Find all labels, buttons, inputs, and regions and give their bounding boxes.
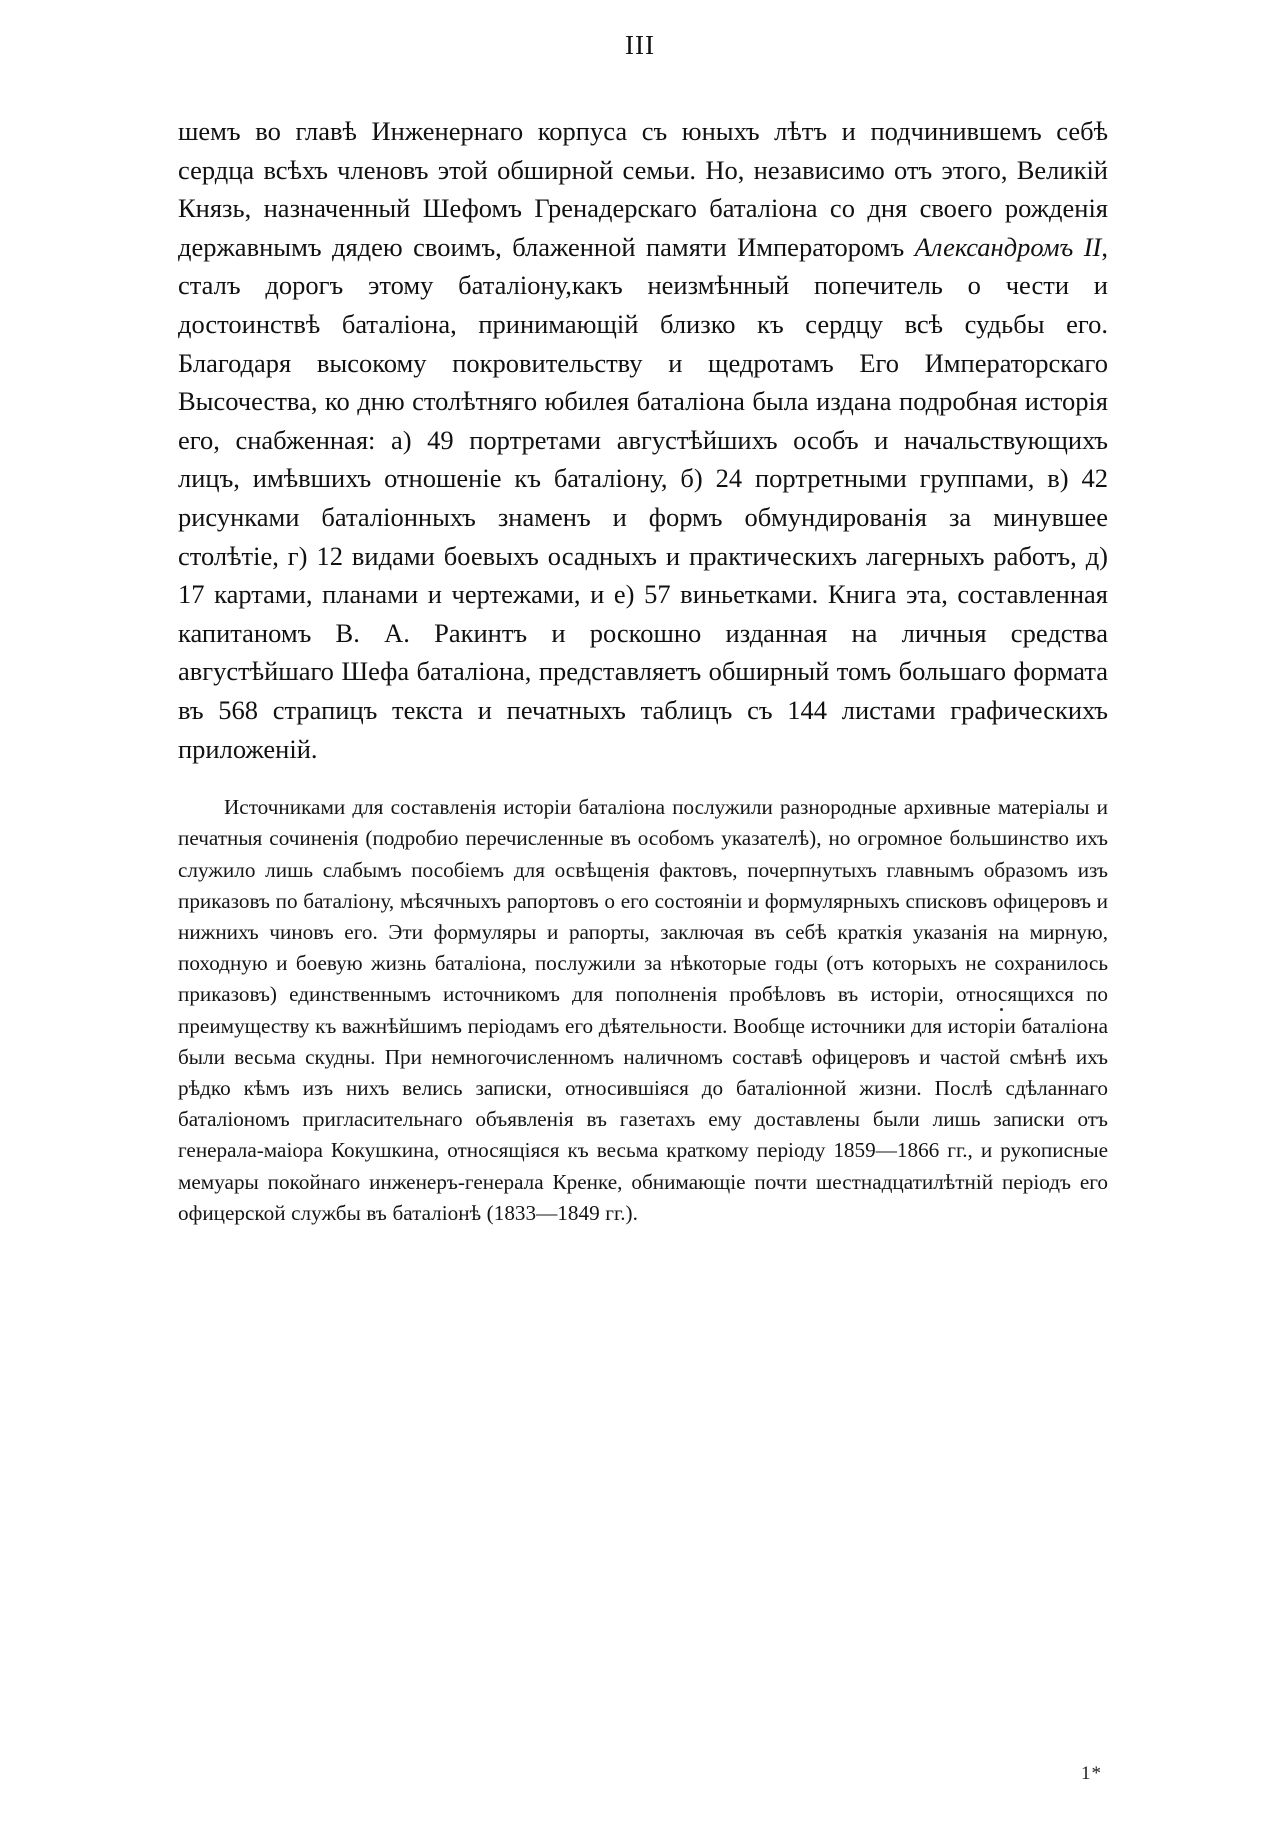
text-run: , сталъ дорогъ этому баталiону,какъ неизмѣнный попечитель о чести и достоинствѣ баталiона, принимающiй близко къ сердцу всѣ судьбы его. Благодаря высокому покровительству и щедротамъ Его Императорскаго Высочества, ко дню столѣтняго юбилея баталiона была издана подробная исторiя его, снабженная: а) 49 портретами августѣйшихъ особъ и начальствующихъ лицъ, имѣвшихъ отношенiе къ баталiону, б) 24 портретными группами, в) 42 рисунками баталiонныхъ знаменъ и формъ обмундированiя за минувшее столѣтiе, г) 12 видами боевыхъ осадныхъ и практическихъ лагерныхъ работъ, д) 17 картами, планами и чертежами, и е) 57 виньетками. Книга эта, составленная капитаномъ В. А. Ракинтъ и роскошно изданная на личныя средства августѣйшаго Шефа баталiона, представляетъ обширный томъ большаго формата въ 568 страпицъ текста и печатныхъ таблицъ съ 144 листами графическихъ приложенiй. <box>178 231 1108 764</box>
text-run: Источниками для составленiя исторiи баталiона послужили разнородные архивные матерiалы и печатныя сочиненiя (подробио перечисленные въ особомъ указателѣ), но огромное большинство ихъ служило лишь слабымъ пособiемъ для освѣщенiя фактовъ, почерпнутыхъ главнымъ образомъ изъ приказовъ по баталiону, мѣсячныхъ рапортовъ о его состоянiи и формулярныхъ списковъ офицеровъ и нижнихъ чиновъ его. Эти формуляры и рапорты, заключая въ себѣ краткiя указанiя на мирную, походную и боевую жизнь баталiона, послужили за нѣкоторые годы (отъ которыхъ не сохранилось приказовъ) единственнымъ источникомъ для пополненiя пробѣловъ въ исторiи, относящихся по преимуществу къ важнѣйшимъ перiодамъ его дѣятельности. Вообще источники для исторiи баталiона были весьма скудны. При немногочисленномъ наличномъ составѣ офицеровъ и частой смѣнѣ ихъ рѣдко кѣмъ изъ нихъ велись записки, относившiяся до баталiонной жизни. Послѣ сдѣланнаго баталiономъ пригласительнаго объявленiя въ газетахъ ему доставлены были лишь записки отъ генерала-маiора Кокушкина, относящiяся къ весьма краткому перiоду 1859—1866 гг., и рукописные мемуары покойнаго инженеръ-генерала Кренке, обнимающiе почти шестнадцатилѣтнiй перiодъ его офицерской службы въ баталiонѣ (1833—1849 гг.). <box>178 795 1108 1225</box>
folio-signature-mark: 1* <box>1081 1763 1102 1784</box>
paragraph-sources <box>178 792 1108 1229</box>
ink-speck <box>1000 1008 1003 1011</box>
page-body <box>178 112 1108 1229</box>
paragraph-main <box>178 112 1108 768</box>
text-run: шемъ во главѣ Инженернаго корпуса съ юныхъ лѣтъ и подчинившемъ себѣ сердца всѣхъ членовъ этой обширной семьи. Но, независимо отъ этого, Великiй Князь, назначенный Шефомъ Гренадерскаго баталiона со дня своего рожденiя державнымъ дядею своимъ, блаженной памяти Императоромъ <box>178 116 1108 262</box>
text-run-italic: Александромъ II <box>914 231 1102 262</box>
page-number: III <box>625 30 655 60</box>
